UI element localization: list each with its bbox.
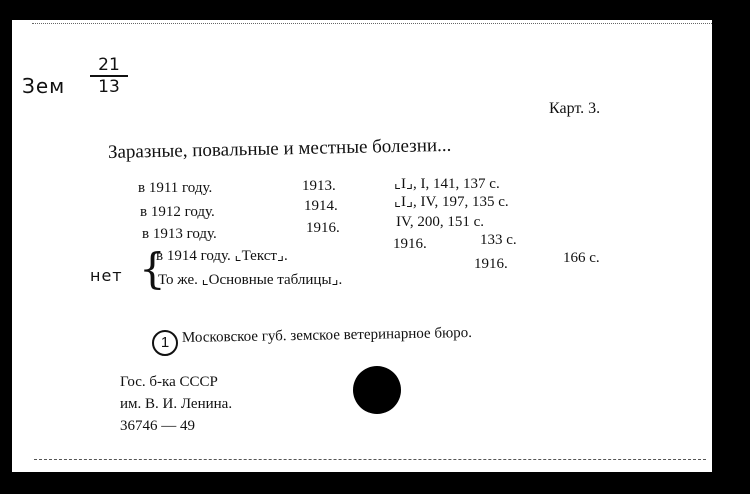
bracket-row-label: То же. ⌞Основные таблицы⌟. <box>158 272 343 288</box>
library-line2: им. В. И. Ленина. <box>120 396 233 412</box>
row-year-label: в 1911 году. <box>138 180 213 196</box>
card-title: Заразные, повальные и местные болезни... <box>107 134 452 163</box>
bracket-row-label: в 1914 году. ⌞Текст⌟. <box>156 248 288 264</box>
row-year-label: в 1912 году. <box>140 204 215 220</box>
row-reference: IV, 200, 151 с. <box>396 214 485 230</box>
note-net: нет <box>90 266 123 285</box>
bracket-row-pages: 133 с. <box>480 232 517 248</box>
author-name: Московское губ. земское ветеринарное бюро. <box>181 324 473 346</box>
classification-denominator: 13 <box>98 77 120 97</box>
bracket-row-pub-year: 1916. <box>474 256 508 272</box>
row-reference: ⌞I⌟, IV, 197, 135 с. <box>394 194 509 210</box>
bracket-brace: { <box>139 244 166 293</box>
library-line1: Гос. б-ка СССР <box>120 374 218 390</box>
row-reference: ⌞I⌟, I, 141, 137 с. <box>394 176 500 192</box>
bracket-row-pages: 166 с. <box>563 250 600 266</box>
classification-prefix: Зем <box>22 74 66 98</box>
punch-hole <box>353 366 401 414</box>
card-bottom-rule <box>34 459 706 460</box>
card-top-edge <box>32 23 712 24</box>
catalog-card <box>12 20 712 472</box>
bracket-row-pub-year: 1916. <box>393 236 427 252</box>
classification-fraction <box>90 56 128 96</box>
row-year-label: в 1913 году. <box>142 226 217 242</box>
author-number: 1 <box>152 330 178 356</box>
card-number: Карт. 3. <box>549 100 601 117</box>
library-line3: 36746 — 49 <box>120 418 195 434</box>
row-pub-year: 1913. <box>302 178 336 194</box>
row-pub-year: 1916. <box>306 220 340 236</box>
classification-numerator: 21 <box>98 55 120 75</box>
row-pub-year: 1914. <box>304 198 338 214</box>
